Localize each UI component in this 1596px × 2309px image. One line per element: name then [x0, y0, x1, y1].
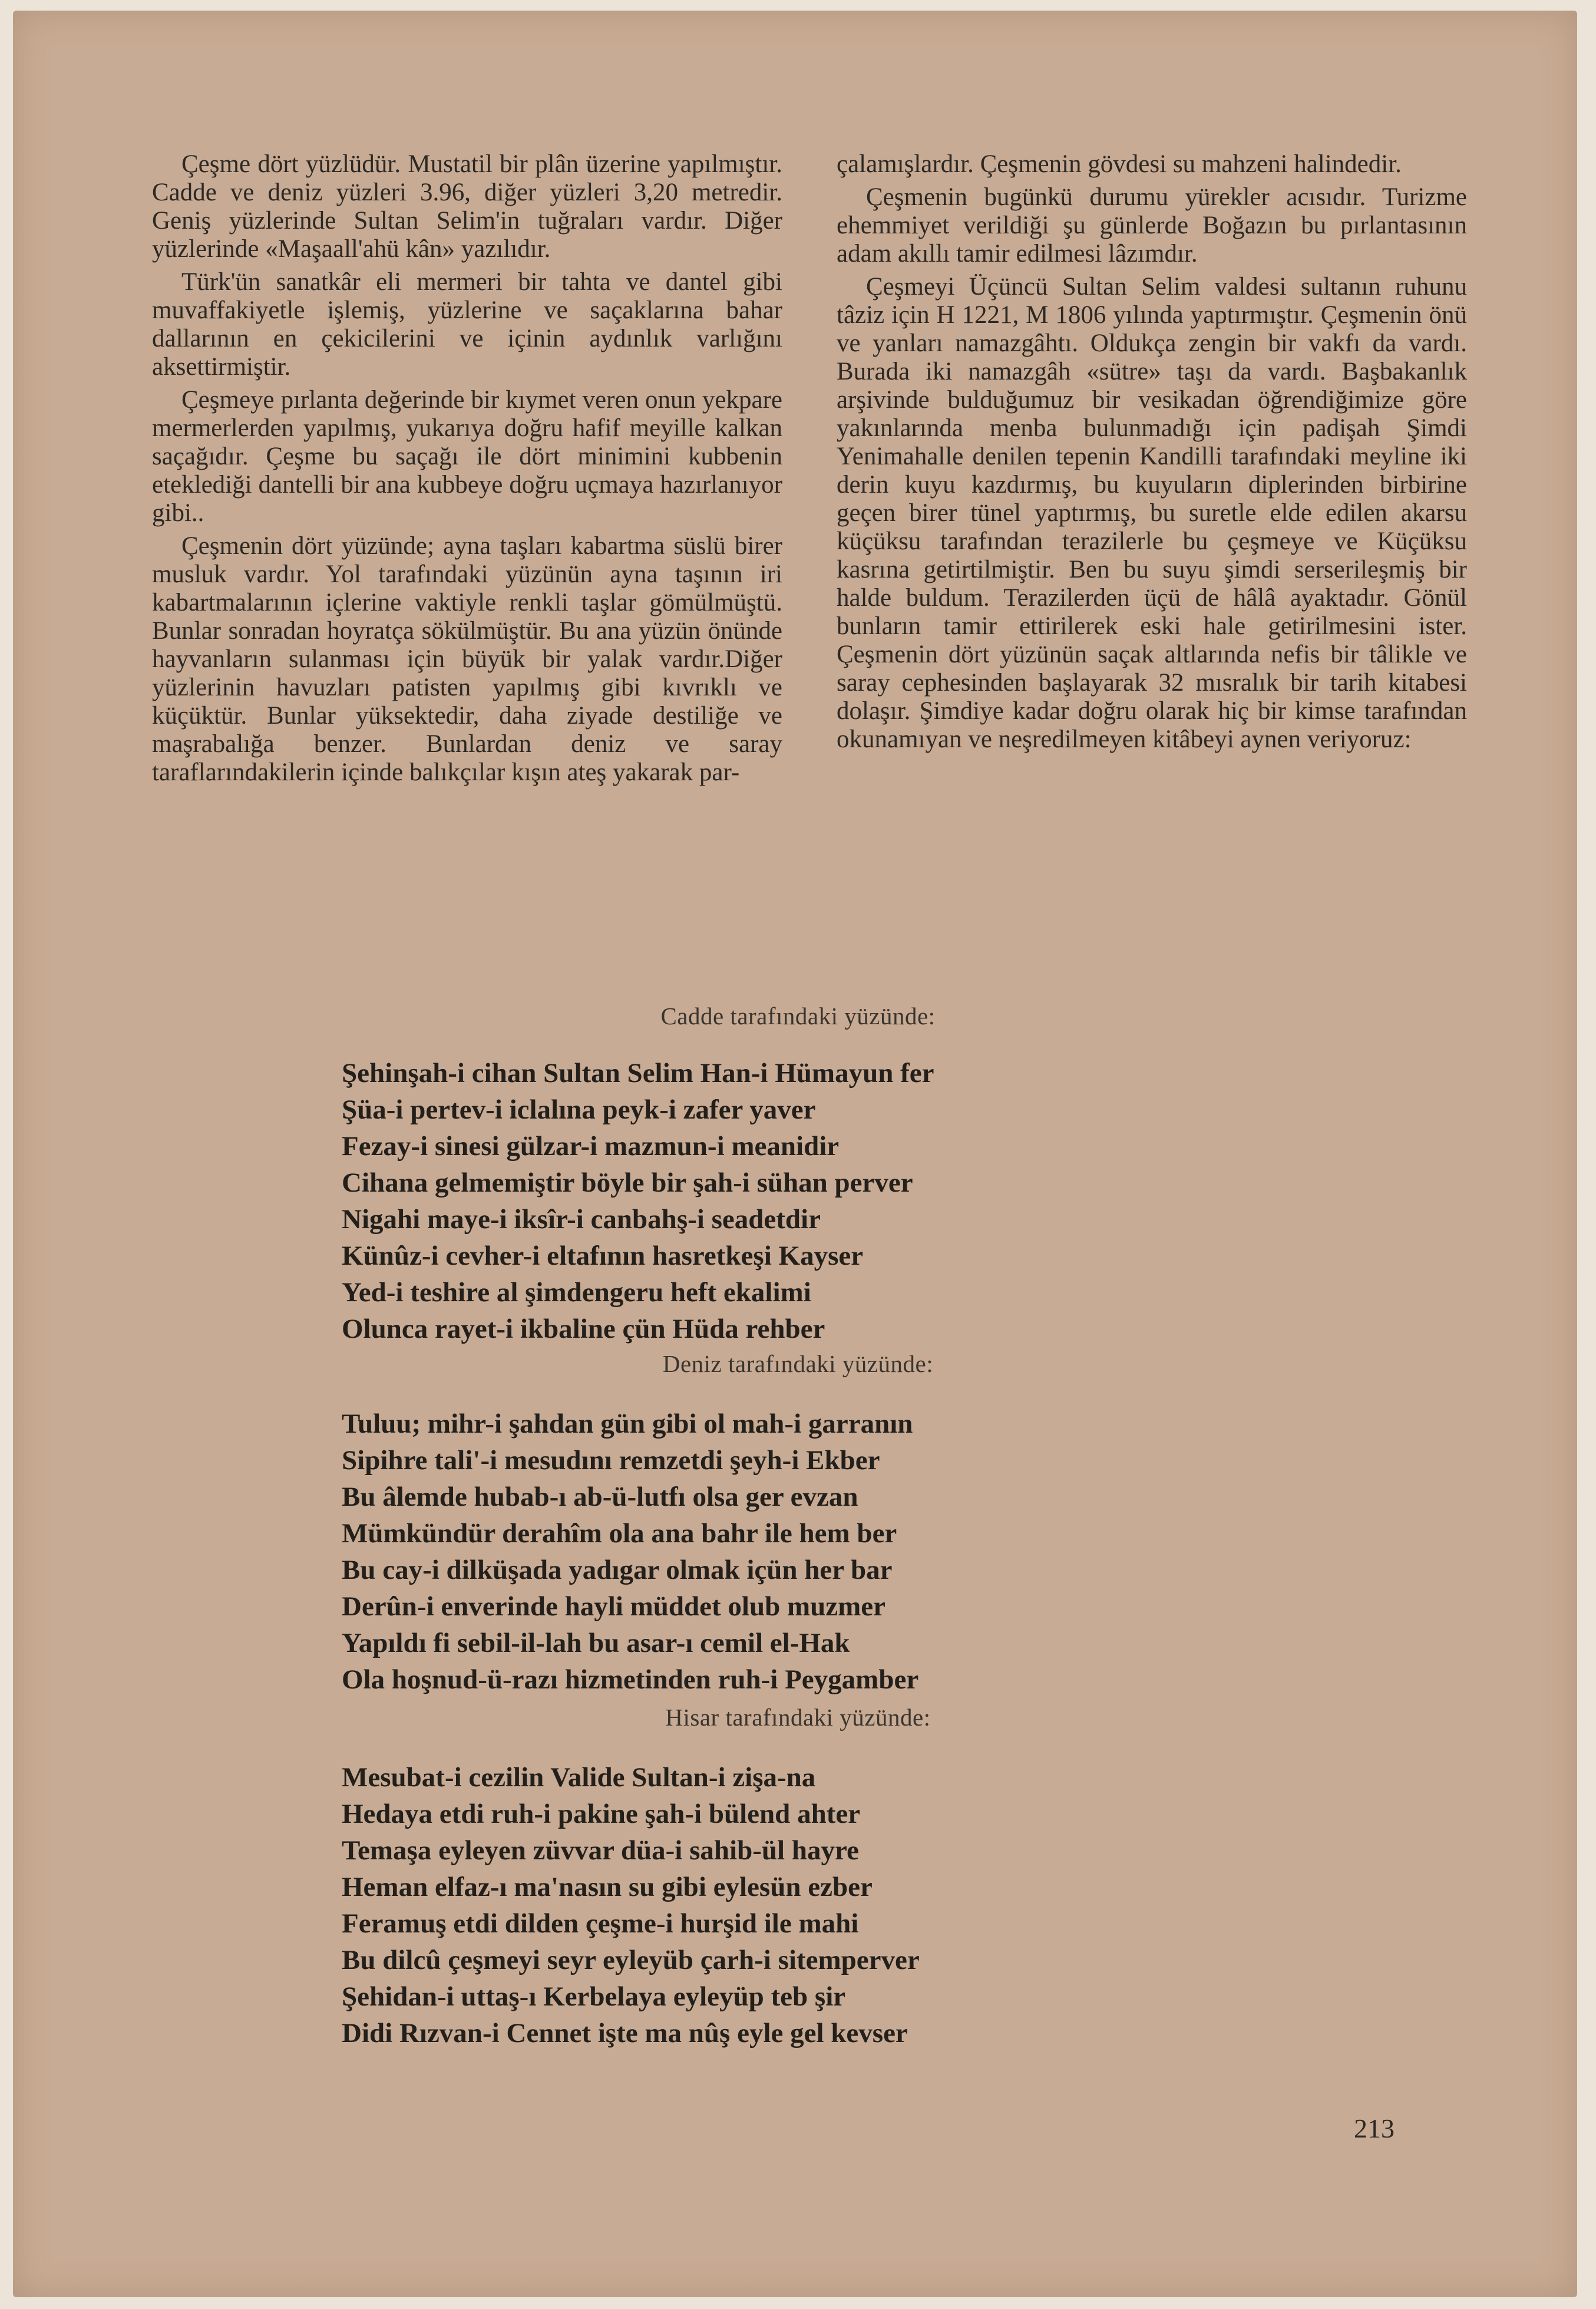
verse-block-hisar: [342, 1759, 1225, 2051]
verse-line: Bu cay-i dilküşada yadıgar olmak içün her bar: [342, 1555, 893, 1585]
left-paragraph-2: Türk'ün sanatkâr eli mermeri bir tahta ve dantel gibi muvaffakiyetle işlemiş, yüzlerine ve saçaklarına bahar dallarının en çekicilerini ve içinin aydınlık varlığını aksettirmiştir.: [152, 268, 782, 381]
verse-line: Heman elfaz-ı ma'nasın su gibi eylesün ezber: [342, 1872, 873, 1902]
verse-line: Bu âlemde hubab-ı ab-ü-lutfı olsa ger evzan: [342, 1482, 858, 1512]
left-paragraph-3: Çeşmeye pırlanta değerinde bir kıymet veren onun yekpare mermerlerden yapılmış, yukarıya doğru hafif meyille kalkan saçağıdır. Çeşme bu saçağı ile dört minimini kubbenin eteklediği dantelli bir ana kubbeye doğru uçmaya hazırlanıyor gibi..: [152, 386, 782, 527]
left-paragraph-1: Çeşme dört yüzlüdür. Mustatil bir plân üzerine yapılmıştır. Cadde ve deniz yüzleri 3.96, diğer yüzleri 3,20 metredir. Geniş yüzlerinde Sultan Selim'in tuğraları vardır. Diğer yüzlerinde «Maşaall'ahü kân» yazılıdır.: [152, 150, 782, 263]
verse-line: Didi Rızvan-i Cennet işte ma nûş eyle gel kevser: [342, 2018, 908, 2049]
verse-line: Yapıldı fi sebil-il-lah bu asar-ı cemil el-Hak: [342, 1628, 850, 1658]
verse-line: Temaşa eyleyen züvvar düa-i sahib-ül hayre: [342, 1835, 859, 1866]
page-number: 213: [1354, 2113, 1395, 2143]
right-paragraph-1: çalamışlardır. Çeşmenin gövdesi su mahzeni halindedir.: [837, 150, 1402, 178]
right-column: [837, 150, 1467, 758]
verse-line: Bu dilcû çeşmeyi seyr eyleyüb çarh-i sitemperver: [342, 1945, 920, 1975]
verse-line: Derûn-i enverinde hayli müddet olub muzmer: [342, 1591, 886, 1622]
verse-line: Künûz-i cevher-i eltafının hasretkeşi Kayser: [342, 1241, 864, 1271]
verse-line: Fezay-i sinesi gülzar-i mazmun-i meanidir: [342, 1131, 840, 1162]
verse-line: Ola hoşnud-ü-razı hizmetinden ruh-i Peygamber: [342, 1664, 919, 1695]
verse-line: Mümkündür derahîm ola ana bahr ile hem ber: [342, 1518, 897, 1549]
left-column: [152, 150, 782, 791]
right-paragraph-2: Çeşmenin bugünkü durumu yürekler acısıdır. Turizme ehemmiyet verildiği şu günlerde Boğazın bu pırlantasının adam akıllı tamir edilmesi lâzımdır.: [837, 183, 1467, 268]
verse-line: Feramuş etdi dilden çeşme-i hurşid ile mahi: [342, 1908, 859, 1939]
verse-block-deniz: [342, 1406, 1225, 1698]
right-paragraph-3: Çeşmeyi Üçüncü Sultan Selim valdesi sultanın ruhunu tâziz için H 1221, M 1806 yılında yaptırmıştır. Çeşmenin önü ve yanları namazgâhtı. Oldukça zengin bir vakfı da vardı. Burada iki namazgâh «sütre» taşı da vardı. Başbakanlık arşivinde bulduğumuz bir vesikadan öğrendiğimize göre yakınlarında menba bulunmadığı için padişah Şimdi Yenimahalle denilen tepenin Kandilli tarafındaki meyline iki derin kuyu kazdırmış, bu kuyuların diplerinden birbirine geçen birer tünel yaptırmış, bu suretle elde edilen akarsu küçüksu tarafından terazilerle bu çeşmeye ve Küçüksu kasrına getirtilmiştir. Ben bu suyu şimdi serserileşmiş bir halde buldum. Terazilerden üçü de hâlâ ayaktadır. Gönül bunların tamir ettirilerek eski hale getirilmesini ister. Çeşmenin dört yüzünün saçak altlarında nefis bir tâlikle ve saray cephesinden başlayarak 32 mısralık bir tarih kitabesi dolaşır. Şimdiye kadar doğru olarak hiç bir kimse tarafından okunamıyan ve neşredilmeyen kitâbeyi aynen veriyoruz:: [837, 273, 1467, 753]
left-paragraph-4: Çeşmenin dört yüzünde; ayna taşları kabartma süslü birer musluk vardır. Yol tarafındaki yüzünün ayna taşının iri kabartmalarının içlerine vaktiyle renkli taşlar gömülmüştü. Bunlar sonradan hoyratça sökülmüştür. Bu ana yüzün önünde hayvanların sulanması için büyük bir yalak vardır.Diğer yüzlerinin havuzları patisten yapılmış gibi kıvrıklı ve küçüktür. Bunlar yüksektedir, daha ziyade destiliğe ve maşrabalığa benzer. Bunlardan deniz ve saray taraflarındakilerin içinde balıkçılar kışın ateş yakarak par-: [152, 532, 782, 786]
verse-line: Olunca rayet-i ikbaline çün Hüda rehber: [342, 1314, 825, 1344]
section-heading-deniz: Deniz tarafındaki yüzünde:: [662, 1350, 934, 1377]
section-heading-cadde: Cadde tarafındaki yüzünde:: [660, 1002, 936, 1030]
verse-line: Mesubat-i cezilin Valide Sultan-i zişa-na: [342, 1762, 816, 1793]
verse-line: Şehidan-i uttaş-ı Kerbelaya eyleyüp teb şir: [342, 1981, 846, 2012]
verse-line: Cihana gelmemiştir böyle bir şah-i sühan perver: [342, 1167, 913, 1198]
verse-line: Nigahi maye-i iksîr-i canbahş-i seadetdir: [342, 1204, 821, 1235]
verse-line: Yed-i teshire al şimdengeru heft ekalimi: [342, 1277, 811, 1308]
verse-line: Hedaya etdi ruh-i pakine şah-i bülend ahter: [342, 1799, 861, 1829]
verse-block-cadde: [342, 1055, 1225, 1347]
verse-line: Şüa-i pertev-i iclalına peyk-i zafer yaver: [342, 1094, 816, 1125]
verse-line: Sipihre tali'-i mesudını remzetdi şeyh-i Ekber: [342, 1445, 880, 1476]
verse-line: Tuluu; mihr-i şahdan gün gibi ol mah-i garranın: [342, 1409, 913, 1439]
verse-line: Şehinşah-i cihan Sultan Selim Han-i Hümayun fer: [342, 1058, 934, 1088]
section-heading-hisar: Hisar tarafındaki yüzünde:: [665, 1704, 931, 1731]
